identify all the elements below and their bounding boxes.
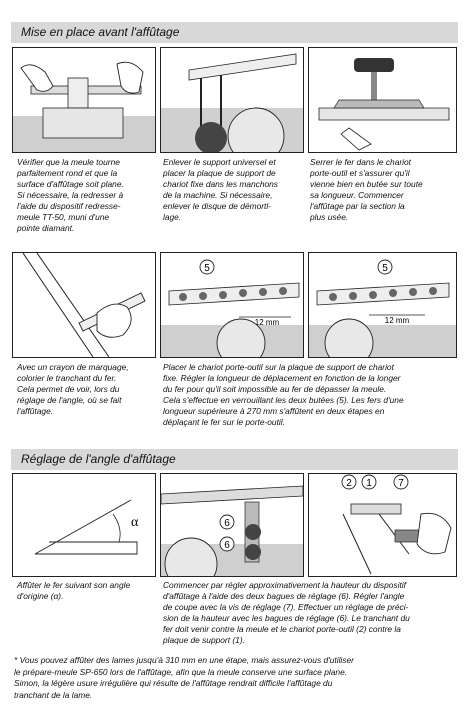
caption-stops: Placer le chariot porte-outil sur la plaque de support de chariot fixe. Régler la longueur de déplacement en fonction de la longer du fer pour qu'il soit impossible au fer de dépasser la meule. Cela s'effectue en verrouillant les deux butées (5). Les fers d'une longueur supérieure à 270 mm s'affûtent en deux étapes en déplaçant le fer sur le porte-outil. [163, 362, 404, 427]
caption-marking: Avec un crayon de marquage, colorier le tranchant du fer. Cela permet de voir, lors du réglage de l'angle, où se fait l'affûtage. [17, 362, 129, 416]
dimension-label: 12 mm [254, 318, 280, 327]
illustration-clamp-iron [308, 47, 457, 153]
illustration-angle-alpha [12, 473, 156, 577]
illustration-support-plate [160, 47, 304, 153]
section-title: Réglage de l'angle d'affûtage [21, 452, 176, 466]
callout-2: 2 [346, 478, 352, 489]
caption-alpha: Affûter le fer suivant son angle d'origine (α). [17, 580, 131, 601]
illustration-angle-screw [308, 473, 457, 577]
illustration-height-rings [160, 473, 304, 577]
section-header-angle [11, 449, 458, 470]
footnote: * Vous pouvez affûter des lames jusqu'à 310 mm en une étape, mais assurez-vous d'utiliser le prépare-meule SP-650 lors de l'affûtage, afin que la meule conserve une surface plane. Simon, la légère usure irrégulière qui résulte de l'affûtage rendrait difficile l'affûtage du tranchant de la lame. [14, 655, 354, 700]
callout-6: 6 [224, 540, 230, 551]
callout-5: 5 [204, 263, 210, 274]
caption-truing: Vérifier que la meule tourne parfaitement rond et que la surface d'affûtage soit plane. Si nécessaire, la redresser à l'aide du dispositif redresse- meule TT-50, muni d'une pointe diamant. [17, 157, 124, 233]
callout-1: 1 [366, 478, 372, 489]
callout-7: 7 [398, 478, 404, 489]
illustration-truing-wheel [12, 47, 156, 153]
callout-6: 6 [224, 518, 230, 529]
illustration-stop-left [160, 252, 304, 358]
caption-support-plate: Enlever le support universel et placer la plaque de support de chariot fixe dans les manchons de la machine. Si nécessaire, enlever le disque de démortl- lage. [163, 157, 278, 222]
caption-clamp-iron: Serrer le fer dans le chariot porte-outil et s'assurer qu'il vienne bien en butée sur toute sa longueur. Commencer l'affûtage par la section la plus usée. [310, 157, 423, 222]
caption-height-rings: Commencer par régler approximativement la hauteur du dispositif d'affûtage à l'aide des deux bagues de réglage (6). Régler l'angle de coupe avec la vis de réglage (7). Effectuer un réglage de préci- sion de la hauteur avec les bagues de réglage (6). Le tranchant du fer doit venir contre la meule et le chariot porte-outil (2) contre la plaque de support (1). [163, 580, 410, 645]
section-header-setup [11, 22, 458, 43]
dimension-label: 12 mm [384, 316, 410, 325]
illustration-stop-right [308, 252, 457, 358]
callout-5: 5 [382, 263, 388, 274]
alpha-symbol: α [131, 515, 139, 530]
section-title: Mise en place avant l'affûtage [21, 25, 180, 39]
illustration-marking-pen [12, 252, 156, 358]
